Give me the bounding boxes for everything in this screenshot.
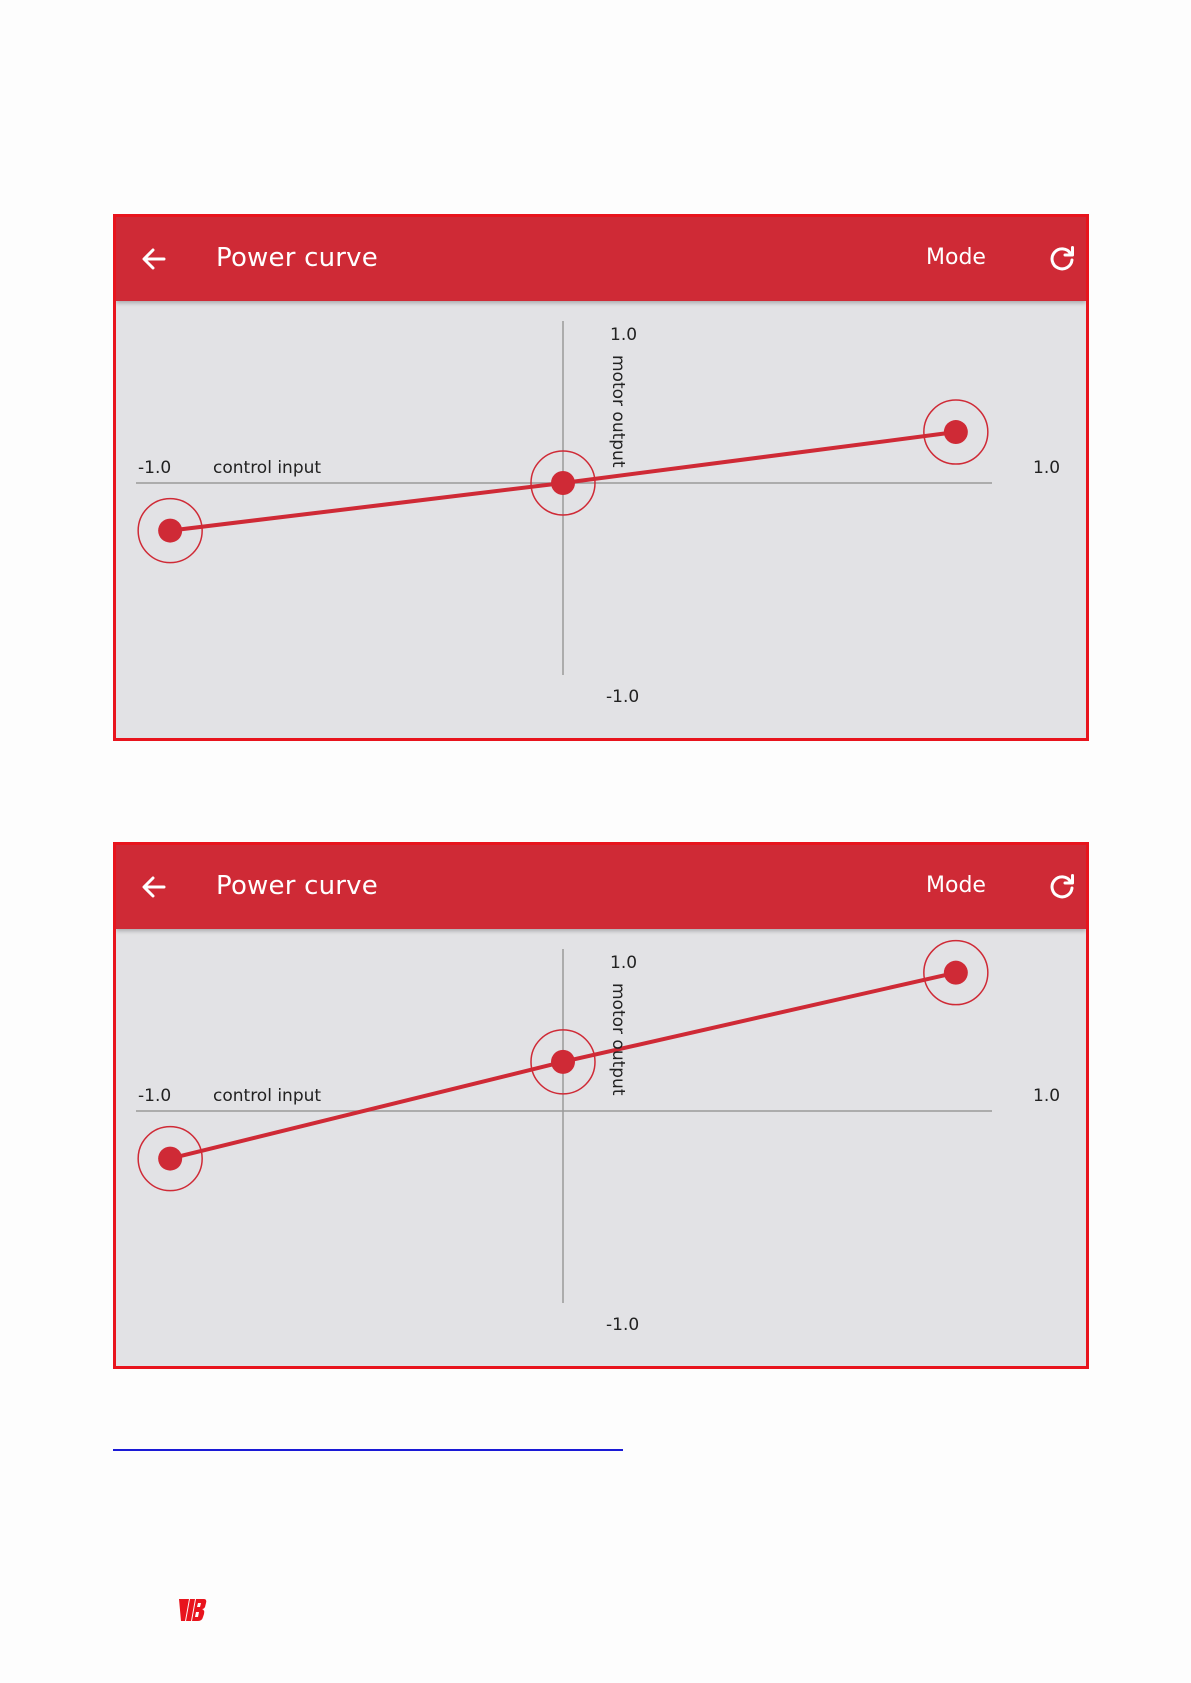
arrow-left-icon	[134, 239, 174, 279]
handle-dot	[158, 1147, 182, 1171]
y-min-label: -1.0	[606, 687, 640, 707]
curve-plot[interactable]	[116, 929, 1086, 1366]
x-max-label: 1.0	[1033, 458, 1061, 478]
y-axis-label: motor output	[608, 983, 628, 1096]
curve-point-handle[interactable]	[138, 1127, 202, 1191]
power-curve-screen-2	[113, 842, 1089, 1369]
x-min-label: -1.0	[138, 458, 172, 478]
page-title: Power curve	[216, 243, 378, 273]
handle-dot	[944, 420, 968, 444]
x-axis-label: control input	[213, 1086, 322, 1106]
y-min-label: -1.0	[606, 1315, 640, 1335]
refresh-icon	[1042, 239, 1082, 279]
page-title: Power curve	[216, 871, 378, 901]
back-button[interactable]	[134, 239, 174, 279]
handle-dot	[551, 471, 575, 495]
refresh-button[interactable]	[1042, 867, 1082, 907]
link-underline[interactable]	[113, 1449, 623, 1451]
curve-point-handle[interactable]	[138, 499, 202, 563]
mode-button[interactable]: Mode	[926, 873, 986, 898]
arrow-left-icon	[134, 867, 174, 907]
curve-plot-svg	[116, 929, 1086, 1366]
mode-button[interactable]: Mode	[926, 245, 986, 270]
curve-plot-svg	[116, 301, 1086, 738]
handle-dot	[158, 519, 182, 543]
curve-plot[interactable]	[116, 301, 1086, 738]
refresh-button[interactable]	[1042, 239, 1082, 279]
y-axis-label: motor output	[608, 355, 628, 468]
app-bar	[116, 845, 1086, 929]
curve-point-handle[interactable]	[924, 941, 988, 1005]
y-max-label: 1.0	[610, 325, 638, 345]
handle-dot	[944, 961, 968, 985]
x-min-label: -1.0	[138, 1086, 172, 1106]
handle-dot	[551, 1050, 575, 1074]
power-curve-screen-1	[113, 214, 1089, 741]
y-max-label: 1.0	[610, 953, 638, 973]
brand-logo-icon	[178, 1597, 208, 1623]
back-button[interactable]	[134, 867, 174, 907]
refresh-icon	[1042, 867, 1082, 907]
x-axis-label: control input	[213, 458, 322, 478]
app-bar	[116, 217, 1086, 301]
curve-point-handle[interactable]	[924, 400, 988, 464]
x-max-label: 1.0	[1033, 1086, 1061, 1106]
